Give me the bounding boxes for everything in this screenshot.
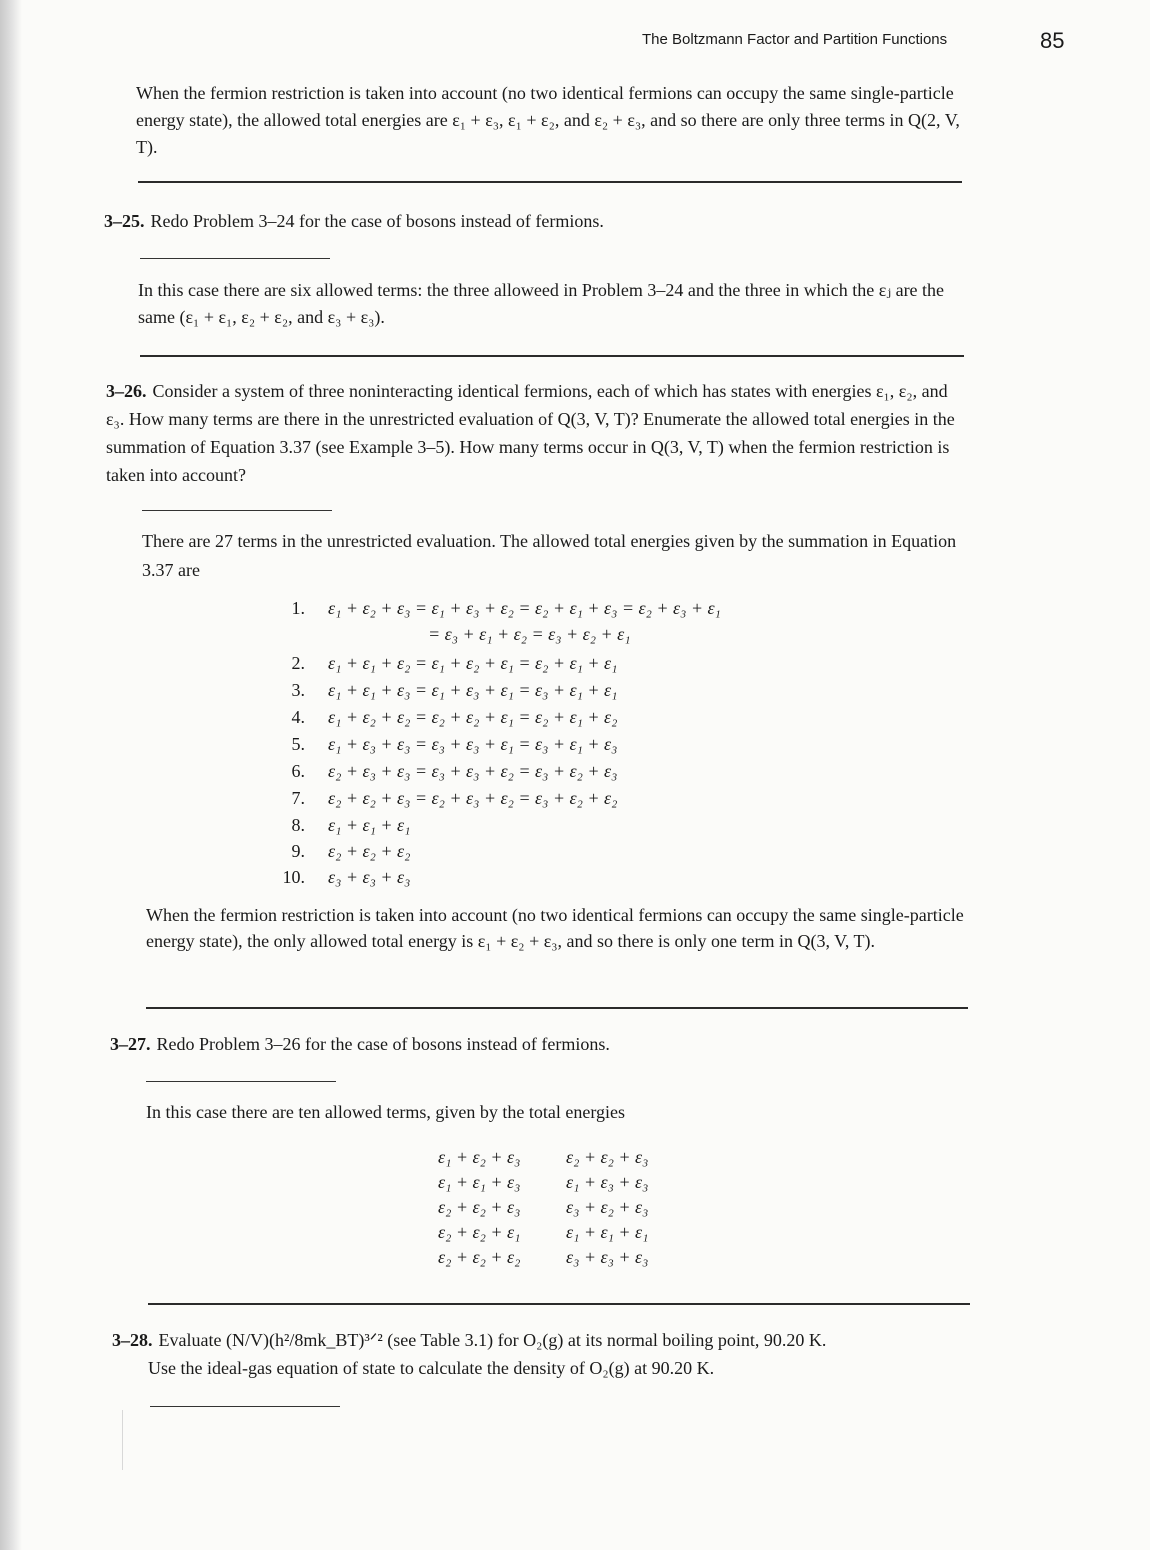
section-divider xyxy=(138,181,962,183)
energy-term: ε₂ + ε₂ + ε₂ xyxy=(438,1247,521,1267)
problem-3-26 xyxy=(106,377,970,489)
answer-separator xyxy=(150,1406,340,1407)
equation-text: ε₂ + ε₃ + ε₃ = ε₃ + ε₃ + ε₂ = ε₃ + ε₂ + ε₃ xyxy=(328,761,618,781)
equation-row xyxy=(270,761,890,785)
equation-text: ε₃ + ε₃ + ε₃ xyxy=(328,867,411,887)
problem-statement: Redo Problem 3–24 for the case of bosons instead of fermions. xyxy=(150,211,604,231)
problem-number: 3–27. xyxy=(110,1034,151,1054)
energy-term: ε₂ + ε₂ + ε₃ xyxy=(566,1147,649,1167)
equation-text: ε₁ + ε₂ + ε₂ = ε₂ + ε₂ + ε₁ = ε₂ + ε₁ + ε₂ xyxy=(328,707,618,727)
answer-separator xyxy=(146,1081,336,1082)
equation-number: 10. xyxy=(282,867,305,887)
equation-text: ε₂ + ε₂ + ε₃ = ε₂ + ε₃ + ε₂ = ε₃ + ε₂ + ε₂ xyxy=(328,788,618,808)
equation-row xyxy=(270,867,890,891)
scan-edge-shadow xyxy=(0,0,22,1550)
energy-term: ε₁ + ε₃ + ε₃ xyxy=(566,1172,649,1192)
equation-number: 5. xyxy=(291,734,305,754)
equation-row xyxy=(270,734,890,758)
equation-row xyxy=(270,624,890,648)
problem-statement: Redo Problem 3–26 for the case of bosons instead of fermions. xyxy=(156,1034,610,1054)
equation-row xyxy=(270,653,890,677)
running-title: The Boltzmann Factor and Partition Functions xyxy=(642,31,948,48)
equation-number: 9. xyxy=(291,841,305,861)
equation-row xyxy=(270,815,890,839)
equation-text: ε₁ + ε₁ + ε₂ = ε₁ + ε₂ + ε₁ = ε₂ + ε₁ + ε₁ xyxy=(328,653,618,673)
answer-separator xyxy=(140,258,330,259)
equation-text: ε₁ + ε₁ + ε₁ xyxy=(328,815,411,835)
problem-number: 3–28. xyxy=(112,1330,153,1350)
problem-3-25 xyxy=(104,208,964,234)
problem-3-28 xyxy=(112,1326,974,1382)
energy-term: ε₃ + ε₂ + ε₃ xyxy=(566,1197,649,1217)
page-number: 85 xyxy=(1040,28,1065,53)
problem-statement: Consider a system of three noninteracting identical fermions, each of which has states with energies ε₁, ε₂, and ε₃. How many terms are there in the unrestricted evaluation of Q(3, V, T)? Enumerate the allowed total energies in the summation of Equation 3.37 (see Example 3–5). How many terms occur in Q(3, V, T) when the fermion restriction is taken into account? xyxy=(106,381,955,485)
energy-term: ε₁ + ε₂ + ε₃ xyxy=(438,1147,521,1167)
equation-number: 6. xyxy=(291,761,305,781)
section-divider xyxy=(148,1303,970,1305)
problem-number: 3–25. xyxy=(104,211,145,231)
answer-3-27-intro: In this case there are ten allowed terms, given by the total energies xyxy=(146,1102,625,1122)
problem-3-27 xyxy=(110,1031,970,1057)
equation-text: ε₁ + ε₁ + ε₃ = ε₁ + ε₃ + ε₁ = ε₃ + ε₁ + ε₁ xyxy=(328,680,618,700)
equation-number: 8. xyxy=(291,815,305,835)
problem-number: 3–26. xyxy=(106,381,147,401)
energy-term: ε₃ + ε₃ + ε₃ xyxy=(566,1247,649,1267)
equation-row xyxy=(270,680,890,704)
equation-text: ε₁ + ε₂ + ε₃ = ε₁ + ε₃ + ε₂ = ε₂ + ε₁ + ε₃ = ε₂ + ε₃ + ε₁ xyxy=(328,598,721,618)
equation-row xyxy=(270,788,890,812)
section-divider xyxy=(140,355,964,357)
answer-3-25: In this case there are six allowed terms: the three alloweed in Problem 3–24 and the three in which the εⱼ are the same (ε₁ + ε₁, ε₂ + ε₂, and ε₃ + ε₃). xyxy=(138,280,945,327)
intro-paragraph: When the fermion restriction is taken into account (no two identical fermions can occupy the same single-particle energy state), the allowed total energies are ε₁ + ε₃, ε₁ + ε₂, and ε₂ + ε₃, and so there are only three terms in Q(2, V, T). xyxy=(136,83,960,157)
energy-term: ε₂ + ε₂ + ε₃ xyxy=(438,1197,521,1217)
equation-number: 1. xyxy=(291,598,305,618)
equation-text: = ε₃ + ε₁ + ε₂ = ε₃ + ε₂ + ε₁ xyxy=(428,624,631,644)
energy-term: ε₂ + ε₂ + ε₁ xyxy=(438,1222,521,1242)
equation-row xyxy=(270,707,890,731)
equation-number: 4. xyxy=(291,707,305,727)
equation-number: 2. xyxy=(291,653,305,673)
pencil-mark xyxy=(122,1410,123,1470)
equation-number: 7. xyxy=(291,788,305,808)
equation-text: ε₁ + ε₃ + ε₃ = ε₃ + ε₃ + ε₁ = ε₃ + ε₁ + ε₃ xyxy=(328,734,618,754)
equation-text: ε₂ + ε₂ + ε₂ xyxy=(328,841,411,861)
problem-statement-line-1: Evaluate (N/V)(h²/8mk_BT)³ᐟ² (see Table 3.1) for O₂(g) at its normal boiling point, 90.20 K. xyxy=(158,1330,827,1350)
problem-statement-line-2: Use the ideal-gas equation of state to calculate the density of O₂(g) at 90.20 K. xyxy=(148,1358,715,1378)
equation-row xyxy=(270,841,890,865)
energy-term: ε₁ + ε₁ + ε₃ xyxy=(438,1172,521,1192)
energy-term: ε₁ + ε₁ + ε₁ xyxy=(566,1222,649,1242)
equation-row xyxy=(270,598,890,622)
answer-separator xyxy=(142,510,332,511)
section-divider xyxy=(146,1007,968,1009)
answer-3-26-conclusion: When the fermion restriction is taken into account (no two identical fermions can occupy the same single-particle energy state), the only allowed total energy is ε₁ + ε₂ + ε₃, and so there is only one term in Q(3, V, T). xyxy=(146,905,964,951)
equation-number: 3. xyxy=(291,680,305,700)
answer-3-26-intro: There are 27 terms in the unrestricted evaluation. The allowed total energies given by the summation in Equation 3.37 are xyxy=(142,531,957,580)
